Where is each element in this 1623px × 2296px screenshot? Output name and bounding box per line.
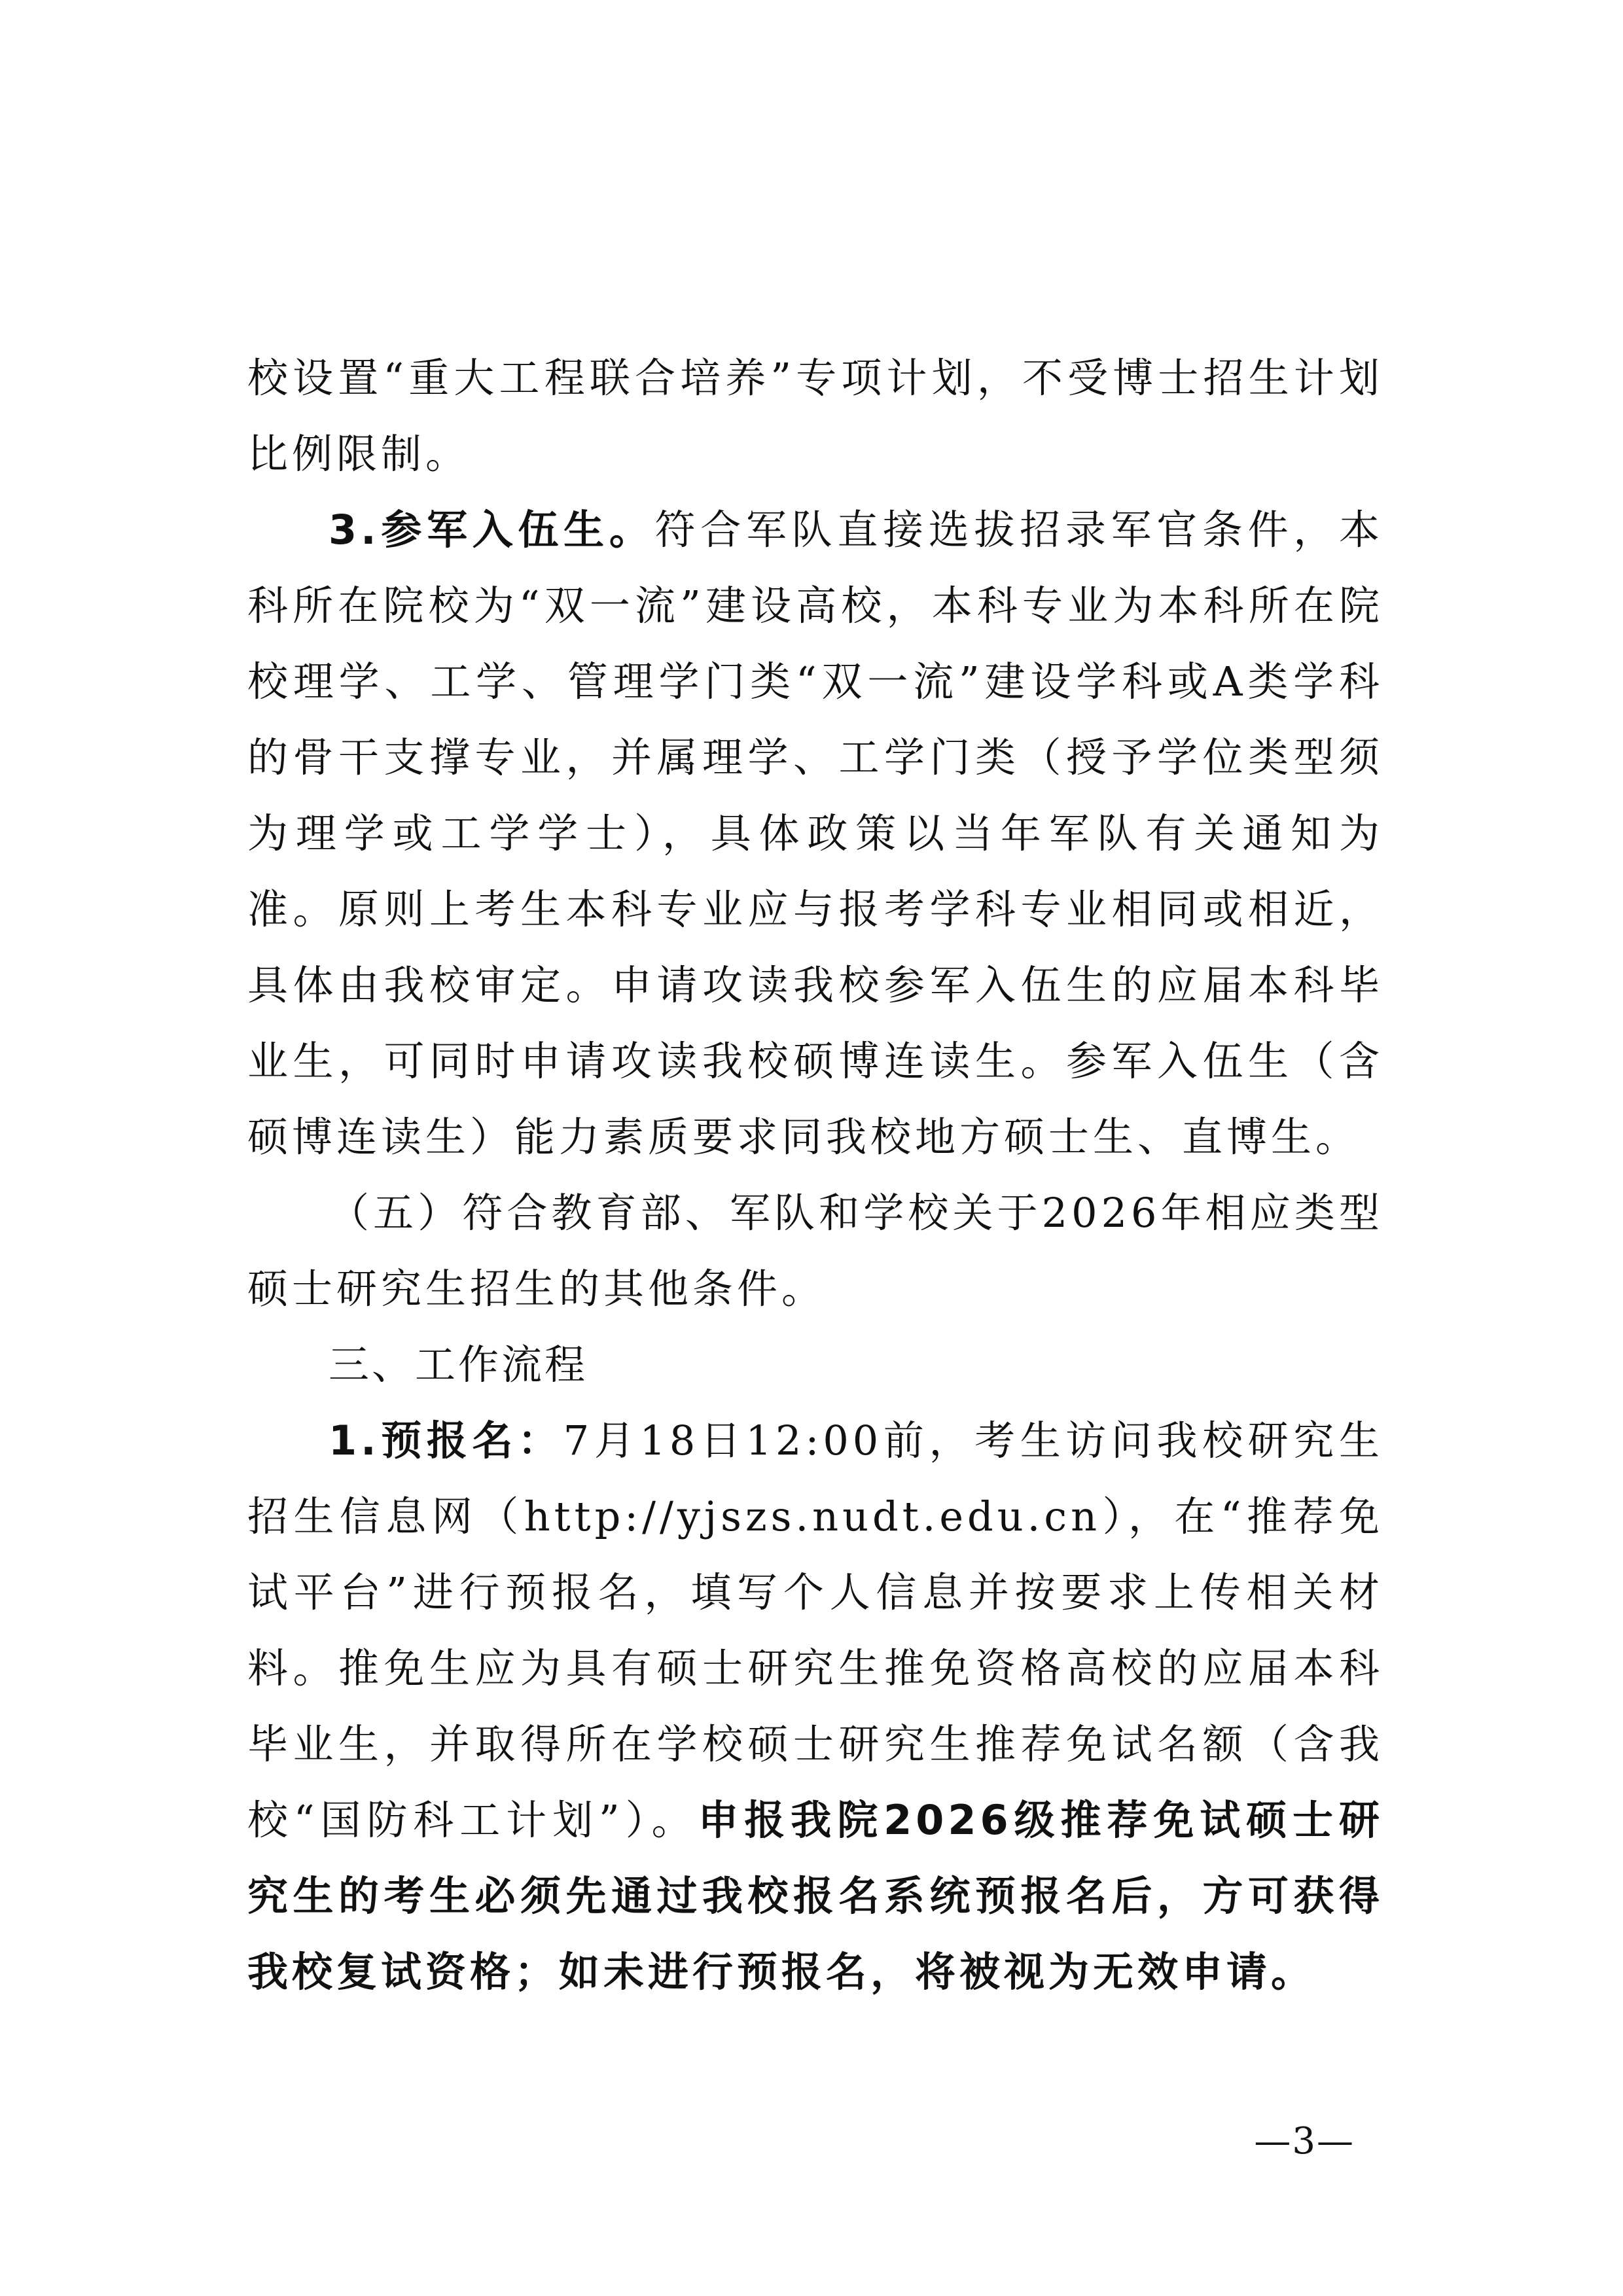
page-number: —3— — [1254, 2120, 1355, 2163]
paragraph-label: 1.预报名： — [329, 1417, 563, 1464]
paragraph-pre-registration — [247, 1403, 1383, 2010]
section-heading: 三、工作流程 — [329, 1341, 588, 1388]
paragraph-other-conditions: （五）符合教育部、军队和学校关于2026年相应类型硕士研究生招生的其他条件。 — [247, 1189, 1383, 1313]
paragraph-label: 3.参军入伍生。 — [329, 506, 655, 554]
document-body — [247, 340, 1383, 2010]
paragraph-text: 符合军队直接选拔招录军官条件，本科所在院校为“双一流”建设高校，本科专业为本科所在院校理学、工学、管理学门类“双一流”建设学科或A类学科的骨干支撑专业，并属理学、工学门类（授予学位类型须为理学或工学学士），具体政策以当年军队有关通知为准。原则上考生本科专业应与报考学科专业相同或相近，具体由我校审定。申请攻读我校参军入伍生的应届本科毕业生，可同时申请攻读我校硕博连读生。参军入伍生（含硕博连读生）能力素质要求同我校地方硕士生、直博生。 — [247, 506, 1383, 1161]
paragraph-emphasis: 申报我院2026级推荐免试硕士研究生的考生必须先通过我校报名系统预报名后，方可获得我校复试资格；如未进行预报名，将被视为无效申请。 — [247, 1796, 1383, 1996]
paragraph-text: 7月18日12:00前，考生访问我校研究生招生信息网（http://yjszs.nudt.edu.cn），在“推荐免试平台”进行预报名，填写个人信息并按要求上传相关材料。推免生应为具有硕士研究生推免资格高校的应届本科毕业生，并取得所在学校硕士研究生推荐免试名额（含我校“国防科工计划”）。 — [247, 1417, 1383, 1844]
paragraph-military-enlistment — [247, 492, 1383, 1175]
paragraph-continuation: 校设置“重大工程联合培养”专项计划，不受博士招生计划比例限制。 — [247, 354, 1383, 478]
